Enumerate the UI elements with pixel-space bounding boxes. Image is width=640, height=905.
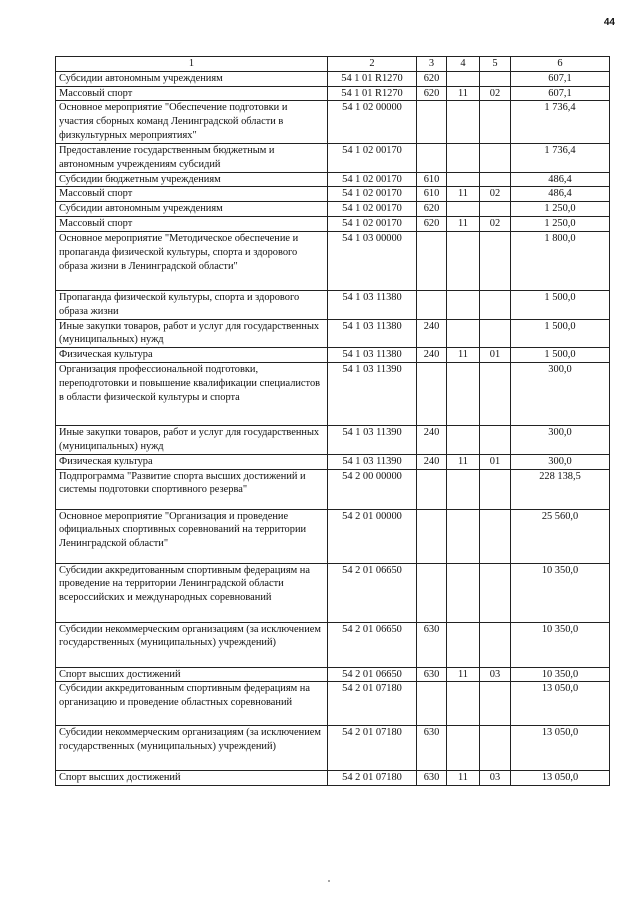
subsection-cell (480, 469, 511, 509)
table-row (56, 202, 610, 217)
expense-type-cell: 620 (417, 202, 447, 217)
expense-type-cell: 630 (417, 726, 447, 771)
expense-type-cell: 240 (417, 319, 447, 348)
code-cell: 54 1 02 00170 (328, 202, 417, 217)
table-row (56, 563, 610, 622)
section-cell (447, 101, 480, 143)
amount-cell: 10 350,0 (511, 667, 610, 682)
amount-cell: 486,4 (511, 187, 610, 202)
subsection-cell: 01 (480, 454, 511, 469)
subsection-cell: 01 (480, 348, 511, 363)
code-cell: 54 2 01 06650 (328, 622, 417, 667)
subsection-cell (480, 202, 511, 217)
amount-cell: 607,1 (511, 71, 610, 86)
table-row (56, 101, 610, 143)
section-cell (447, 726, 480, 771)
table-row (56, 682, 610, 726)
subsection-cell (480, 726, 511, 771)
amount-cell: 300,0 (511, 363, 610, 426)
table-row (56, 172, 610, 187)
section-cell (447, 202, 480, 217)
code-cell: 54 1 02 00170 (328, 187, 417, 202)
expense-type-cell (417, 290, 447, 319)
subsection-cell (480, 563, 511, 622)
amount-cell: 607,1 (511, 86, 610, 101)
expense-type-cell: 630 (417, 667, 447, 682)
amount-cell: 486,4 (511, 172, 610, 187)
expense-type-cell: 620 (417, 217, 447, 232)
code-cell: 54 2 01 07180 (328, 682, 417, 726)
name-cell: Подпрограмма "Развитие спорта высших достижений и системы подготовки спортивного резерва" (56, 469, 328, 509)
table-row (56, 726, 610, 771)
code-cell: 54 1 03 11380 (328, 290, 417, 319)
amount-cell: 13 050,0 (511, 771, 610, 786)
table-row (56, 217, 610, 232)
expense-type-cell: 610 (417, 172, 447, 187)
expense-type-cell (417, 509, 447, 563)
table-row (56, 348, 610, 363)
column-number-header: 3 (417, 57, 447, 72)
subsection-cell (480, 101, 511, 143)
name-cell: Субсидии автономным учреждениям (56, 202, 328, 217)
budget-table (55, 56, 610, 786)
name-cell: Основное мероприятие "Обеспечение подготовки и участия сборных команд Ленинградской области в физкультурных мероприятиях" (56, 101, 328, 143)
section-cell (447, 622, 480, 667)
amount-cell: 10 350,0 (511, 563, 610, 622)
subsection-cell (480, 231, 511, 290)
subsection-cell (480, 71, 511, 86)
scan-artifact-dot (328, 880, 330, 882)
section-cell: 11 (447, 667, 480, 682)
name-cell: Основное мероприятие "Методическое обеспечение и пропаганда физической культуры, спорта и здорового образа жизни в Ленинградской области" (56, 231, 328, 290)
amount-cell: 1 250,0 (511, 217, 610, 232)
amount-cell: 300,0 (511, 454, 610, 469)
table-row (56, 771, 610, 786)
name-cell: Спорт высших достижений (56, 667, 328, 682)
code-cell: 54 1 01 R1270 (328, 86, 417, 101)
name-cell: Субсидии аккредитованным спортивным федерациям на проведение на территории Ленинградской области всероссийских и международных соревнований (56, 563, 328, 622)
expense-type-cell (417, 682, 447, 726)
column-number-header: 4 (447, 57, 480, 72)
name-cell: Предоставление государственным бюджетным и автономным учреждениям субсидий (56, 143, 328, 172)
subsection-cell (480, 143, 511, 172)
code-cell: 54 1 03 11390 (328, 363, 417, 426)
subsection-cell (480, 622, 511, 667)
section-cell (447, 290, 480, 319)
expense-type-cell: 610 (417, 187, 447, 202)
amount-cell: 1 800,0 (511, 231, 610, 290)
expense-type-cell (417, 143, 447, 172)
expense-type-cell: 240 (417, 348, 447, 363)
subsection-cell: 02 (480, 187, 511, 202)
code-cell: 54 1 03 11390 (328, 454, 417, 469)
section-cell: 11 (447, 348, 480, 363)
table-row (56, 622, 610, 667)
page-number: 44 (603, 17, 615, 28)
subsection-cell: 03 (480, 771, 511, 786)
name-cell: Иные закупки товаров, работ и услуг для государственных (муниципальных) нужд (56, 426, 328, 455)
amount-cell: 1 500,0 (511, 348, 610, 363)
table-row (56, 143, 610, 172)
expense-type-cell: 630 (417, 771, 447, 786)
table-row (56, 231, 610, 290)
name-cell: Массовый спорт (56, 217, 328, 232)
name-cell: Субсидии некоммерческим организациям (за исключением государственных (муниципальных) учреждений) (56, 726, 328, 771)
name-cell: Физическая культура (56, 454, 328, 469)
table-row (56, 86, 610, 101)
section-cell (447, 469, 480, 509)
name-cell: Физическая культура (56, 348, 328, 363)
section-cell (447, 509, 480, 563)
amount-cell: 1 736,4 (511, 101, 610, 143)
expense-type-cell: 240 (417, 426, 447, 455)
table-row (56, 290, 610, 319)
name-cell: Субсидии некоммерческим организациям (за исключением государственных (муниципальных) учреждений) (56, 622, 328, 667)
amount-cell: 1 500,0 (511, 319, 610, 348)
section-cell (447, 143, 480, 172)
section-cell (447, 71, 480, 86)
table-row (56, 667, 610, 682)
column-number-row (56, 57, 610, 72)
amount-cell: 228 138,5 (511, 469, 610, 509)
amount-cell: 1 500,0 (511, 290, 610, 319)
section-cell: 11 (447, 771, 480, 786)
name-cell: Массовый спорт (56, 187, 328, 202)
table-row (56, 509, 610, 563)
subsection-cell: 02 (480, 217, 511, 232)
column-number-header: 5 (480, 57, 511, 72)
table-row (56, 469, 610, 509)
code-cell: 54 1 03 11390 (328, 426, 417, 455)
table-row (56, 187, 610, 202)
code-cell: 54 2 01 07180 (328, 726, 417, 771)
column-number-header: 6 (511, 57, 610, 72)
code-cell: 54 2 01 06650 (328, 667, 417, 682)
expense-type-cell (417, 563, 447, 622)
code-cell: 54 1 02 00000 (328, 101, 417, 143)
name-cell: Субсидии аккредитованным спортивным федерациям на организацию и проведение областных соревнований (56, 682, 328, 726)
subsection-cell: 02 (480, 86, 511, 101)
expense-type-cell: 620 (417, 86, 447, 101)
section-cell: 11 (447, 86, 480, 101)
expense-type-cell (417, 101, 447, 143)
table-row (56, 454, 610, 469)
name-cell: Организация профессиональной подготовки, переподготовки и повышение квалификации специалистов в области физической культуры и спорта (56, 363, 328, 426)
amount-cell: 300,0 (511, 426, 610, 455)
code-cell: 54 1 03 11380 (328, 348, 417, 363)
section-cell (447, 426, 480, 455)
amount-cell: 13 050,0 (511, 726, 610, 771)
name-cell: Массовый спорт (56, 86, 328, 101)
section-cell (447, 172, 480, 187)
amount-cell: 13 050,0 (511, 682, 610, 726)
subsection-cell (480, 509, 511, 563)
section-cell: 11 (447, 187, 480, 202)
table-row (56, 426, 610, 455)
subsection-cell: 03 (480, 667, 511, 682)
table-row (56, 71, 610, 86)
code-cell: 54 1 01 R1270 (328, 71, 417, 86)
expense-type-cell: 630 (417, 622, 447, 667)
section-cell (447, 363, 480, 426)
section-cell (447, 682, 480, 726)
column-number-header: 1 (56, 57, 328, 72)
name-cell: Основное мероприятие "Организация и проведение официальных спортивных соревнований на территории Ленинградской области" (56, 509, 328, 563)
expense-type-cell (417, 469, 447, 509)
amount-cell: 1 250,0 (511, 202, 610, 217)
code-cell: 54 1 02 00170 (328, 143, 417, 172)
section-cell (447, 231, 480, 290)
subsection-cell (480, 290, 511, 319)
expense-type-cell (417, 231, 447, 290)
name-cell: Спорт высших достижений (56, 771, 328, 786)
table-row (56, 363, 610, 426)
amount-cell: 1 736,4 (511, 143, 610, 172)
name-cell: Субсидии бюджетным учреждениям (56, 172, 328, 187)
expense-type-cell (417, 363, 447, 426)
code-cell: 54 1 03 11380 (328, 319, 417, 348)
table-row (56, 319, 610, 348)
section-cell (447, 319, 480, 348)
subsection-cell (480, 172, 511, 187)
code-cell: 54 1 02 00170 (328, 217, 417, 232)
amount-cell: 25 560,0 (511, 509, 610, 563)
name-cell: Пропаганда физической культуры, спорта и здорового образа жизни (56, 290, 328, 319)
expense-type-cell: 620 (417, 71, 447, 86)
section-cell: 11 (447, 217, 480, 232)
subsection-cell (480, 319, 511, 348)
subsection-cell (480, 682, 511, 726)
amount-cell: 10 350,0 (511, 622, 610, 667)
subsection-cell (480, 363, 511, 426)
code-cell: 54 1 03 00000 (328, 231, 417, 290)
name-cell: Субсидии автономным учреждениям (56, 71, 328, 86)
column-number-header: 2 (328, 57, 417, 72)
code-cell: 54 2 00 00000 (328, 469, 417, 509)
section-cell (447, 563, 480, 622)
name-cell: Иные закупки товаров, работ и услуг для государственных (муниципальных) нужд (56, 319, 328, 348)
section-cell: 11 (447, 454, 480, 469)
expense-type-cell: 240 (417, 454, 447, 469)
code-cell: 54 2 01 00000 (328, 509, 417, 563)
code-cell: 54 2 01 06650 (328, 563, 417, 622)
code-cell: 54 1 02 00170 (328, 172, 417, 187)
subsection-cell (480, 426, 511, 455)
code-cell: 54 2 01 07180 (328, 771, 417, 786)
